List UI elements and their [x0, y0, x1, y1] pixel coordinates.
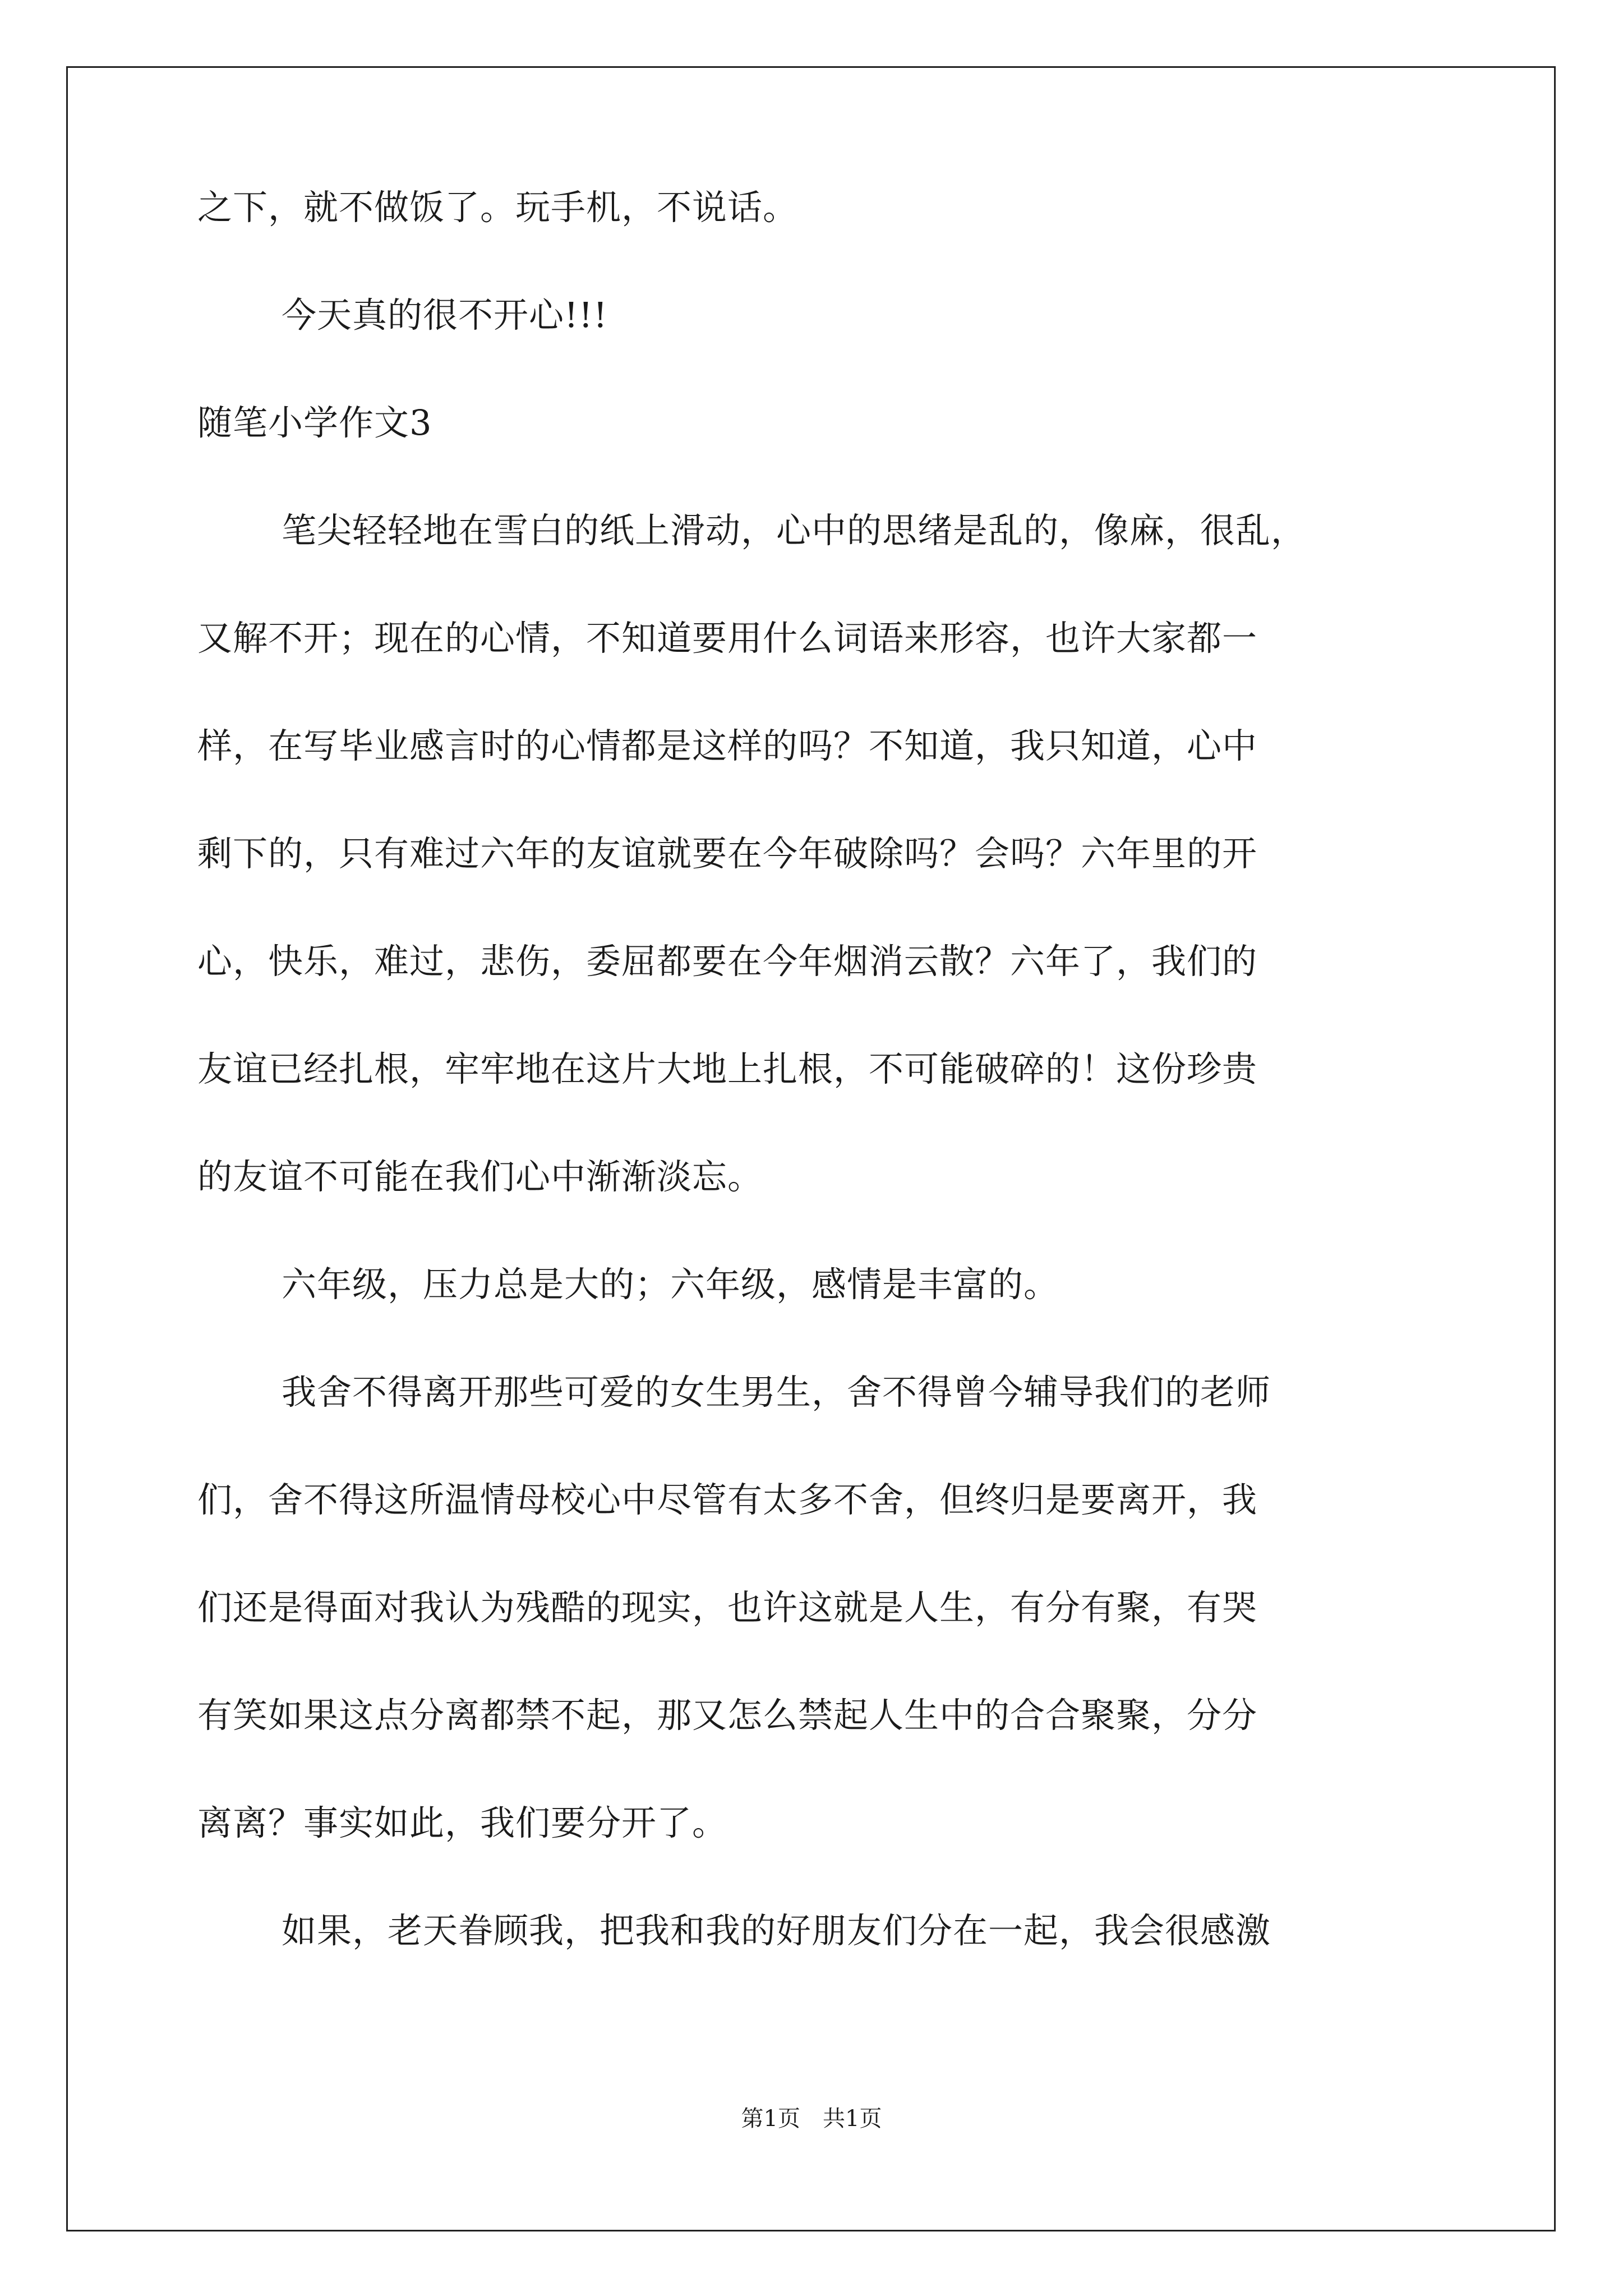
- page-frame: [66, 66, 1556, 2231]
- text-line: 样，在写毕业感言时的心情都是这样的吗？不知道，我只知道，心中: [197, 725, 1258, 766]
- text-line: 六年级，压力总是大的；六年级，感情是丰富的。: [282, 1264, 1059, 1305]
- text-line: 们，舍不得这所温情母校心中尽管有太多不舍，但终归是要离开，我: [197, 1479, 1258, 1520]
- text-line: 剩下的，只有难过六年的友谊就要在今年破除吗？会吗？六年里的开: [197, 833, 1258, 874]
- page-footer: 第1页 共1页: [741, 2106, 882, 2132]
- text-line: 有笑如果这点分离都禁不起，那又怎么禁起人生中的合合聚聚，分分: [197, 1695, 1258, 1736]
- text-line: 离离？事实如此，我们要分开了。: [197, 1802, 728, 1843]
- text-line: 之下，就不做饭了。玩手机，不说话。: [197, 187, 799, 228]
- text-line: 今天真的很不开心!!!: [282, 295, 608, 335]
- text-line: 又解不开；现在的心情，不知道要用什么词语来形容，也许大家都一: [197, 618, 1258, 659]
- text-line: 的友谊不可能在我们心中渐渐淡忘。: [197, 1156, 763, 1197]
- text-line: 如果，老天眷顾我，把我和我的好朋友们分在一起，我会很感激: [282, 1910, 1271, 1951]
- text-line: 我舍不得离开那些可爱的女生男生，舍不得曾今辅导我们的老师: [282, 1372, 1271, 1412]
- text-line: 笔尖轻轻地在雪白的纸上滑动，心中的思绪是乱的，像麻，很乱，: [282, 510, 1307, 551]
- section-heading: 随笔小学作文3: [197, 402, 432, 443]
- text-line: 们还是得面对我认为残酷的现实，也许这就是人生，有分有聚，有哭: [197, 1587, 1258, 1628]
- text-line: 心，快乐，难过，悲伤，委屈都要在今年烟消云散？六年了，我们的: [197, 941, 1258, 982]
- text-line: 友谊已经扎根，牢牢地在这片大地上扎根，不可能破碎的！这份珍贵: [197, 1048, 1258, 1089]
